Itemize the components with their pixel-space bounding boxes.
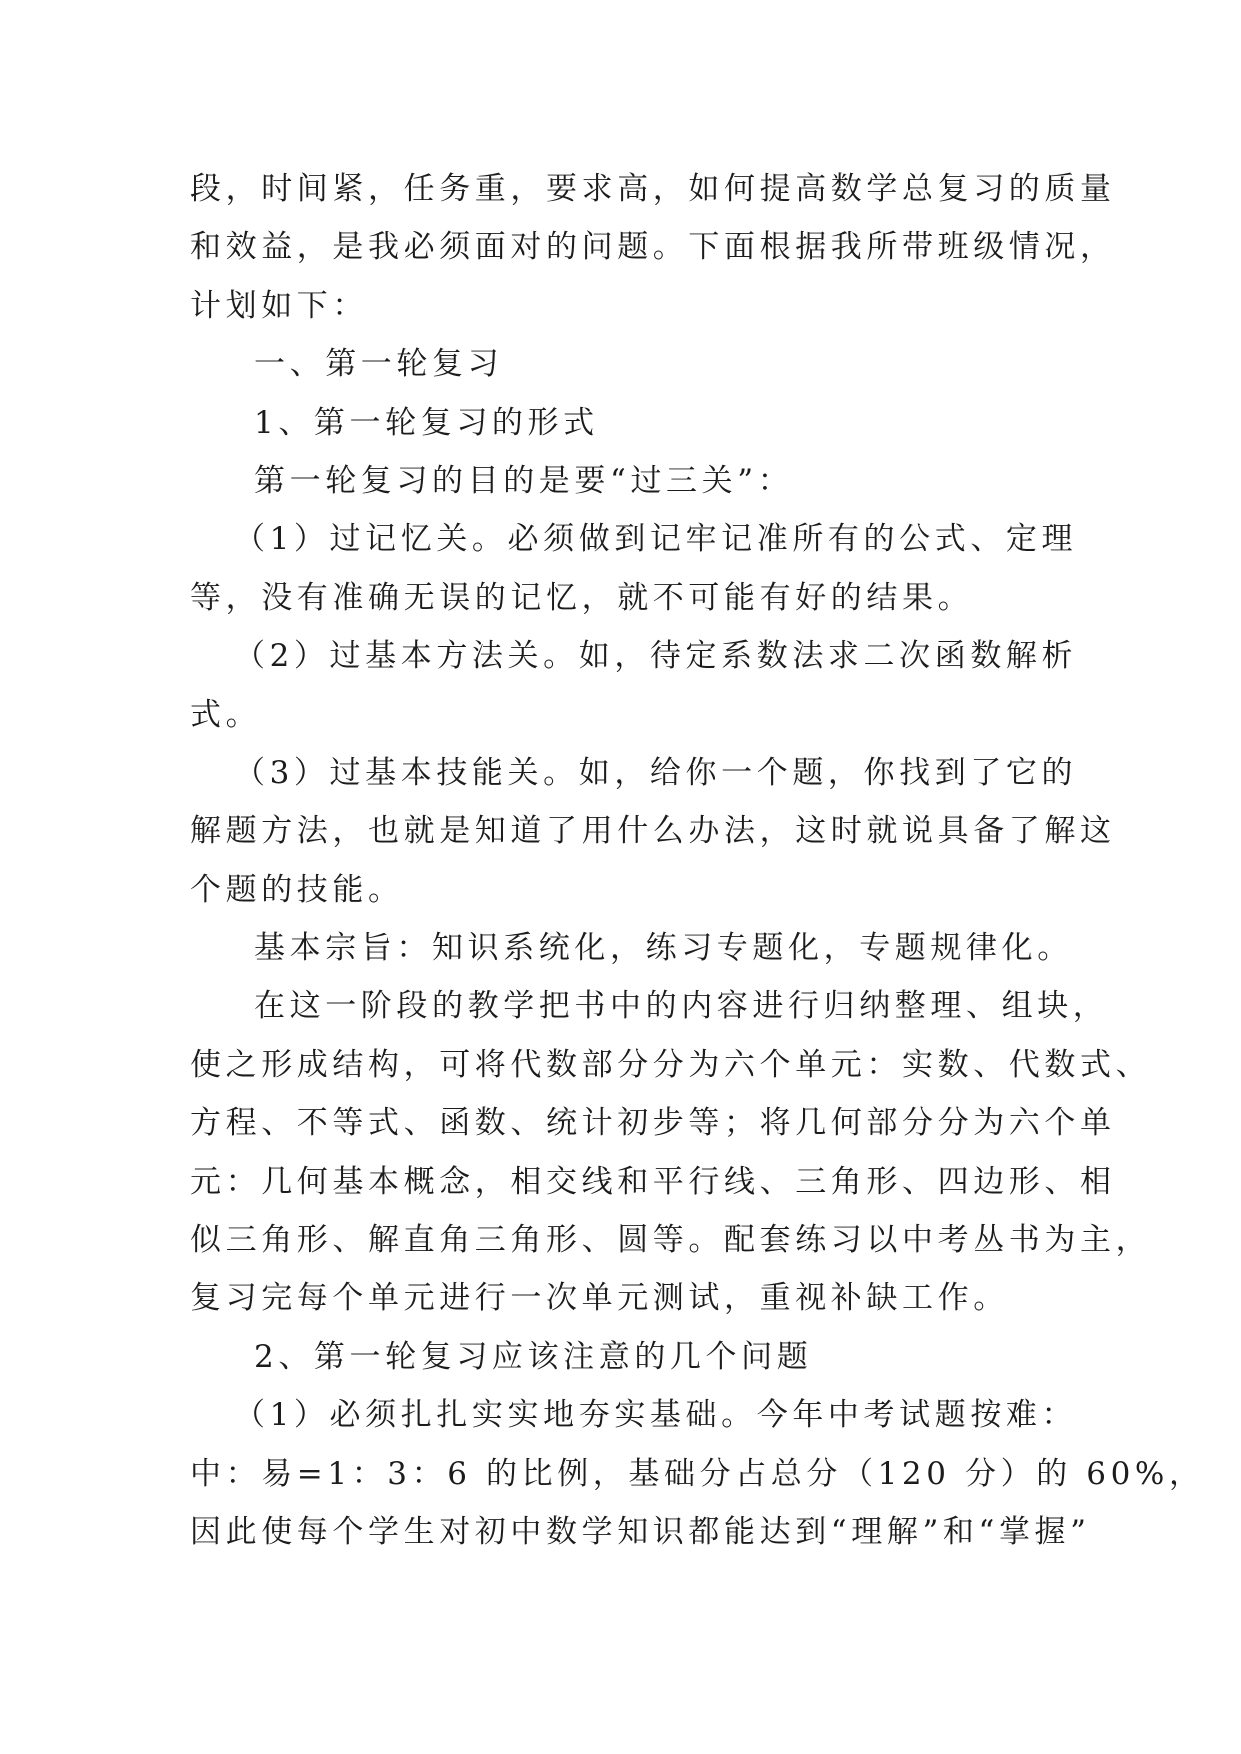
text-line: 和效益，是我必须面对的问题。下面根据我所带班级情况，: [190, 229, 1116, 266]
subsection-heading: 1、第一轮复习的形式: [254, 404, 599, 441]
text-line: 段，时间紧，任务重，要求高，如何提高数学总复习的质量: [190, 171, 1116, 207]
text-line: 似三角形、解直角三角形、圆等。配套练习以中考丛书为主，: [190, 1222, 1152, 1259]
text-line: 使之形成结构，可将代数部分分为六个单元：实数、代数式、: [190, 1046, 1152, 1083]
list-item-line: （1）必须扎扎实实地夯实基础。今年中考试题按难：: [234, 1397, 1078, 1434]
list-item-line: （3）过基本技能关。如，给你一个题，你找到了它的: [234, 754, 1078, 791]
list-item-line: （1）过记忆关。必须做到记牢记准所有的公式、定理: [234, 521, 1078, 558]
list-item-line: （2）过基本方法关。如，待定系数法求二次函数解析: [234, 638, 1078, 675]
text-line: 个题的技能。: [190, 871, 404, 908]
text-line: 在这一阶段的教学把书中的内容进行归纳整理、组块，: [254, 988, 1109, 1025]
text-line: 第一轮复习的目的是要“过三关”：: [254, 462, 794, 499]
text-line: 复习完每个单元进行一次单元测试，重视补缺工作。: [190, 1280, 1009, 1317]
text-line: 解题方法，也就是知道了用什么办法，这时就说具备了解这: [190, 813, 1116, 850]
document-body: [190, 160, 1205, 1561]
text-line: 元：几何基本概念，相交线和平行线、三角形、四边形、相: [190, 1163, 1116, 1200]
text-line: 中：易=1：3：6 的比例，基础分占总分（120 分）的 60%，: [190, 1455, 1205, 1492]
text-line: 等，没有准确无误的记忆，就不可能有好的结果。: [190, 579, 974, 616]
section-heading: 一、第一轮复习: [254, 346, 504, 383]
subsection-heading: 2、第一轮复习应该注意的几个问题: [254, 1338, 813, 1375]
text-line: 计划如下：: [190, 287, 368, 324]
text-line: 因此使每个学生对初中数学知识都能达到“理解”和“掌握”: [190, 1513, 1091, 1550]
text-line: 式。: [190, 696, 262, 733]
text-line: 基本宗旨：知识系统化，练习专题化，专题规律化。: [254, 930, 1073, 967]
text-line: 方程、不等式、函数、统计初步等；将几何部分分为六个单: [190, 1105, 1116, 1142]
